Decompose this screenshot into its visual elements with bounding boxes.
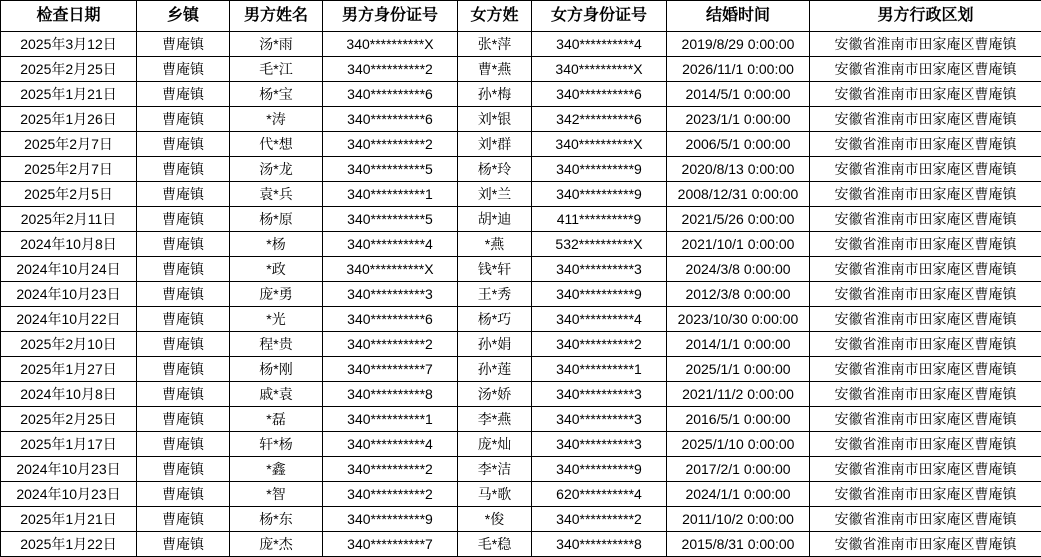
cell-marriage-date: 2025/1/1 0:00:00	[667, 357, 810, 382]
cell-male-name: *光	[230, 307, 323, 332]
cell-male-id: 340**********2	[323, 132, 458, 157]
cell-township: 曹庵镇	[137, 207, 230, 232]
cell-male-name: 杨*宝	[230, 82, 323, 107]
column-header-male-district: 男方行政区划	[810, 1, 1041, 32]
cell-female-id: 340**********4	[532, 307, 667, 332]
table-row	[1, 232, 1041, 257]
cell-township: 曹庵镇	[137, 532, 230, 557]
cell-check-date: 2025年2月7日	[1, 157, 137, 182]
cell-male-id: 340**********1	[323, 182, 458, 207]
cell-check-date: 2024年10月22日	[1, 307, 137, 332]
cell-male-district: 安徽省淮南市田家庵区曹庵镇	[810, 107, 1041, 132]
cell-township: 曹庵镇	[137, 82, 230, 107]
cell-marriage-date: 2021/10/1 0:00:00	[667, 232, 810, 257]
cell-male-district: 安徽省淮南市田家庵区曹庵镇	[810, 257, 1041, 282]
cell-marriage-date: 2008/12/31 0:00:00	[667, 182, 810, 207]
cell-male-name: 代*想	[230, 132, 323, 157]
cell-township: 曹庵镇	[137, 232, 230, 257]
cell-female-id: 342**********6	[532, 107, 667, 132]
cell-check-date: 2025年1月22日	[1, 532, 137, 557]
cell-female-id: 340**********3	[532, 407, 667, 432]
cell-marriage-date: 2006/5/1 0:00:00	[667, 132, 810, 157]
cell-male-id: 340**********5	[323, 157, 458, 182]
cell-female-surname: 刘*银	[458, 107, 532, 132]
cell-female-id: 340**********9	[532, 457, 667, 482]
cell-male-district: 安徽省淮南市田家庵区曹庵镇	[810, 332, 1041, 357]
cell-marriage-date: 2024/1/1 0:00:00	[667, 482, 810, 507]
cell-township: 曹庵镇	[137, 357, 230, 382]
cell-male-id: 340**********6	[323, 107, 458, 132]
table-row	[1, 82, 1041, 107]
cell-female-id: 340**********3	[532, 257, 667, 282]
cell-female-id: 620**********4	[532, 482, 667, 507]
cell-township: 曹庵镇	[137, 32, 230, 57]
cell-marriage-date: 2017/2/1 0:00:00	[667, 457, 810, 482]
cell-female-id: 340**********X	[532, 57, 667, 82]
cell-township: 曹庵镇	[137, 482, 230, 507]
cell-marriage-date: 2015/8/31 0:00:00	[667, 532, 810, 557]
cell-marriage-date: 2011/10/2 0:00:00	[667, 507, 810, 532]
cell-male-id: 340**********1	[323, 407, 458, 432]
cell-female-id: 340**********X	[532, 132, 667, 157]
table-row	[1, 207, 1041, 232]
cell-marriage-date: 2026/11/1 0:00:00	[667, 57, 810, 82]
cell-female-surname: 庞*灿	[458, 432, 532, 457]
cell-township: 曹庵镇	[137, 132, 230, 157]
cell-marriage-date: 2025/1/10 0:00:00	[667, 432, 810, 457]
table-row	[1, 257, 1041, 282]
table-row	[1, 132, 1041, 157]
cell-female-surname: 杨*巧	[458, 307, 532, 332]
cell-male-district: 安徽省淮南市田家庵区曹庵镇	[810, 157, 1041, 182]
cell-male-district: 安徽省淮南市田家庵区曹庵镇	[810, 507, 1041, 532]
cell-female-id: 340**********4	[532, 32, 667, 57]
cell-male-name: *涛	[230, 107, 323, 132]
cell-check-date: 2025年2月25日	[1, 407, 137, 432]
cell-male-id: 340**********7	[323, 357, 458, 382]
cell-male-name: *磊	[230, 407, 323, 432]
cell-male-id: 340**********8	[323, 382, 458, 407]
cell-female-id: 340**********3	[532, 382, 667, 407]
cell-female-surname: 李*洁	[458, 457, 532, 482]
cell-male-district: 安徽省淮南市田家庵区曹庵镇	[810, 457, 1041, 482]
cell-female-surname: 汤*娇	[458, 382, 532, 407]
cell-township: 曹庵镇	[137, 107, 230, 132]
cell-male-name: *智	[230, 482, 323, 507]
cell-female-surname: *俊	[458, 507, 532, 532]
cell-check-date: 2025年2月10日	[1, 332, 137, 357]
cell-female-surname: 王*秀	[458, 282, 532, 307]
cell-female-surname: 曹*燕	[458, 57, 532, 82]
column-header-female-id: 女方身份证号	[532, 1, 667, 32]
cell-check-date: 2024年10月23日	[1, 282, 137, 307]
cell-female-surname: 毛*稳	[458, 532, 532, 557]
cell-marriage-date: 2014/5/1 0:00:00	[667, 82, 810, 107]
cell-township: 曹庵镇	[137, 332, 230, 357]
cell-male-name: *政	[230, 257, 323, 282]
cell-township: 曹庵镇	[137, 407, 230, 432]
cell-check-date: 2025年3月12日	[1, 32, 137, 57]
cell-female-surname: 刘*群	[458, 132, 532, 157]
cell-township: 曹庵镇	[137, 182, 230, 207]
cell-male-name: 庞*勇	[230, 282, 323, 307]
cell-male-name: 杨*东	[230, 507, 323, 532]
cell-female-id: 411**********9	[532, 207, 667, 232]
table-row	[1, 57, 1041, 82]
table-row	[1, 357, 1041, 382]
table-row	[1, 432, 1041, 457]
table-row	[1, 32, 1041, 57]
table-row	[1, 107, 1041, 132]
cell-male-district: 安徽省淮南市田家庵区曹庵镇	[810, 232, 1041, 257]
cell-female-surname: 孙*梅	[458, 82, 532, 107]
cell-marriage-date: 2021/5/26 0:00:00	[667, 207, 810, 232]
cell-male-district: 安徽省淮南市田家庵区曹庵镇	[810, 282, 1041, 307]
cell-check-date: 2025年2月5日	[1, 182, 137, 207]
cell-male-id: 340**********2	[323, 57, 458, 82]
cell-check-date: 2024年10月24日	[1, 257, 137, 282]
cell-male-name: 汤*龙	[230, 157, 323, 182]
cell-male-id: 340**********2	[323, 482, 458, 507]
cell-township: 曹庵镇	[137, 457, 230, 482]
cell-marriage-date: 2020/8/13 0:00:00	[667, 157, 810, 182]
cell-check-date: 2024年10月8日	[1, 382, 137, 407]
table-row	[1, 332, 1041, 357]
cell-male-name: 袁*兵	[230, 182, 323, 207]
cell-male-name: 程*贵	[230, 332, 323, 357]
cell-male-id: 340**********4	[323, 232, 458, 257]
cell-marriage-date: 2019/8/29 0:00:00	[667, 32, 810, 57]
cell-male-district: 安徽省淮南市田家庵区曹庵镇	[810, 407, 1041, 432]
cell-male-district: 安徽省淮南市田家庵区曹庵镇	[810, 307, 1041, 332]
cell-township: 曹庵镇	[137, 282, 230, 307]
cell-male-id: 340**********4	[323, 432, 458, 457]
cell-male-id: 340**********7	[323, 532, 458, 557]
table-row	[1, 407, 1041, 432]
cell-female-surname: 张*萍	[458, 32, 532, 57]
cell-check-date: 2025年2月11日	[1, 207, 137, 232]
cell-check-date: 2025年1月21日	[1, 82, 137, 107]
column-header-male-name: 男方姓名	[230, 1, 323, 32]
column-header-female-surname: 女方姓	[458, 1, 532, 32]
cell-female-surname: *燕	[458, 232, 532, 257]
cell-male-name: *鑫	[230, 457, 323, 482]
cell-male-id: 340**********2	[323, 332, 458, 357]
cell-marriage-date: 2012/3/8 0:00:00	[667, 282, 810, 307]
cell-male-district: 安徽省淮南市田家庵区曹庵镇	[810, 57, 1041, 82]
cell-male-id: 340**********5	[323, 207, 458, 232]
cell-marriage-date: 2023/1/1 0:00:00	[667, 107, 810, 132]
cell-male-name: 轩*杨	[230, 432, 323, 457]
cell-male-district: 安徽省淮南市田家庵区曹庵镇	[810, 532, 1041, 557]
cell-male-district: 安徽省淮南市田家庵区曹庵镇	[810, 82, 1041, 107]
column-header-township: 乡镇	[137, 1, 230, 32]
cell-female-id: 340**********1	[532, 357, 667, 382]
cell-check-date: 2025年2月25日	[1, 57, 137, 82]
table-header	[1, 1, 1041, 32]
cell-female-surname: 胡*迪	[458, 207, 532, 232]
cell-township: 曹庵镇	[137, 432, 230, 457]
cell-female-surname: 马*歌	[458, 482, 532, 507]
cell-male-district: 安徽省淮南市田家庵区曹庵镇	[810, 432, 1041, 457]
cell-township: 曹庵镇	[137, 157, 230, 182]
cell-male-id: 340**********2	[323, 457, 458, 482]
cell-female-surname: 孙*莲	[458, 357, 532, 382]
table-row	[1, 307, 1041, 332]
column-header-marriage-date: 结婚时间	[667, 1, 810, 32]
column-header-check-date: 检查日期	[1, 1, 137, 32]
cell-marriage-date: 2021/11/2 0:00:00	[667, 382, 810, 407]
cell-female-id: 340**********9	[532, 157, 667, 182]
cell-female-id: 340**********9	[532, 182, 667, 207]
table-row	[1, 482, 1041, 507]
cell-check-date: 2025年2月7日	[1, 132, 137, 157]
cell-female-surname: 李*燕	[458, 407, 532, 432]
cell-township: 曹庵镇	[137, 307, 230, 332]
cell-male-name: 杨*原	[230, 207, 323, 232]
cell-female-surname: 杨*玲	[458, 157, 532, 182]
table-row	[1, 507, 1041, 532]
cell-marriage-date: 2016/5/1 0:00:00	[667, 407, 810, 432]
cell-marriage-date: 2024/3/8 0:00:00	[667, 257, 810, 282]
table-row	[1, 282, 1041, 307]
table-row	[1, 532, 1041, 557]
cell-male-id: 340**********3	[323, 282, 458, 307]
cell-check-date: 2024年10月23日	[1, 457, 137, 482]
cell-male-district: 安徽省淮南市田家庵区曹庵镇	[810, 357, 1041, 382]
cell-male-district: 安徽省淮南市田家庵区曹庵镇	[810, 132, 1041, 157]
cell-check-date: 2024年10月23日	[1, 482, 137, 507]
cell-female-id: 340**********3	[532, 432, 667, 457]
cell-marriage-date: 2023/10/30 0:00:00	[667, 307, 810, 332]
cell-male-district: 安徽省淮南市田家庵区曹庵镇	[810, 482, 1041, 507]
table-row	[1, 382, 1041, 407]
cell-female-id: 532**********X	[532, 232, 667, 257]
cell-female-id: 340**********8	[532, 532, 667, 557]
cell-male-id: 340**********6	[323, 82, 458, 107]
cell-male-district: 安徽省淮南市田家庵区曹庵镇	[810, 382, 1041, 407]
cell-check-date: 2025年1月27日	[1, 357, 137, 382]
cell-female-id: 340**********9	[532, 282, 667, 307]
table-header-row	[1, 1, 1041, 32]
cell-check-date: 2025年1月21日	[1, 507, 137, 532]
cell-female-surname: 刘*兰	[458, 182, 532, 207]
cell-male-id: 340**********X	[323, 257, 458, 282]
cell-male-name: 庞*杰	[230, 532, 323, 557]
cell-male-name: *杨	[230, 232, 323, 257]
cell-female-id: 340**********2	[532, 507, 667, 532]
cell-male-id: 340**********X	[323, 32, 458, 57]
cell-male-name: 杨*刚	[230, 357, 323, 382]
column-header-male-id: 男方身份证号	[323, 1, 458, 32]
cell-female-id: 340**********6	[532, 82, 667, 107]
cell-check-date: 2025年1月26日	[1, 107, 137, 132]
cell-township: 曹庵镇	[137, 57, 230, 82]
cell-female-surname: 孙*娟	[458, 332, 532, 357]
table-row	[1, 157, 1041, 182]
cell-female-id: 340**********2	[532, 332, 667, 357]
cell-male-id: 340**********9	[323, 507, 458, 532]
cell-male-district: 安徽省淮南市田家庵区曹庵镇	[810, 32, 1041, 57]
cell-male-id: 340**********6	[323, 307, 458, 332]
cell-male-district: 安徽省淮南市田家庵区曹庵镇	[810, 182, 1041, 207]
table-body	[1, 32, 1041, 557]
cell-township: 曹庵镇	[137, 382, 230, 407]
cell-check-date: 2024年10月8日	[1, 232, 137, 257]
cell-male-name: 戚*袁	[230, 382, 323, 407]
cell-female-surname: 钱*轩	[458, 257, 532, 282]
cell-male-district: 安徽省淮南市田家庵区曹庵镇	[810, 207, 1041, 232]
cell-male-name: 毛*江	[230, 57, 323, 82]
cell-township: 曹庵镇	[137, 507, 230, 532]
cell-marriage-date: 2014/1/1 0:00:00	[667, 332, 810, 357]
cell-check-date: 2025年1月17日	[1, 432, 137, 457]
cell-township: 曹庵镇	[137, 257, 230, 282]
cell-male-name: 汤*雨	[230, 32, 323, 57]
table-row	[1, 182, 1041, 207]
table-row	[1, 457, 1041, 482]
